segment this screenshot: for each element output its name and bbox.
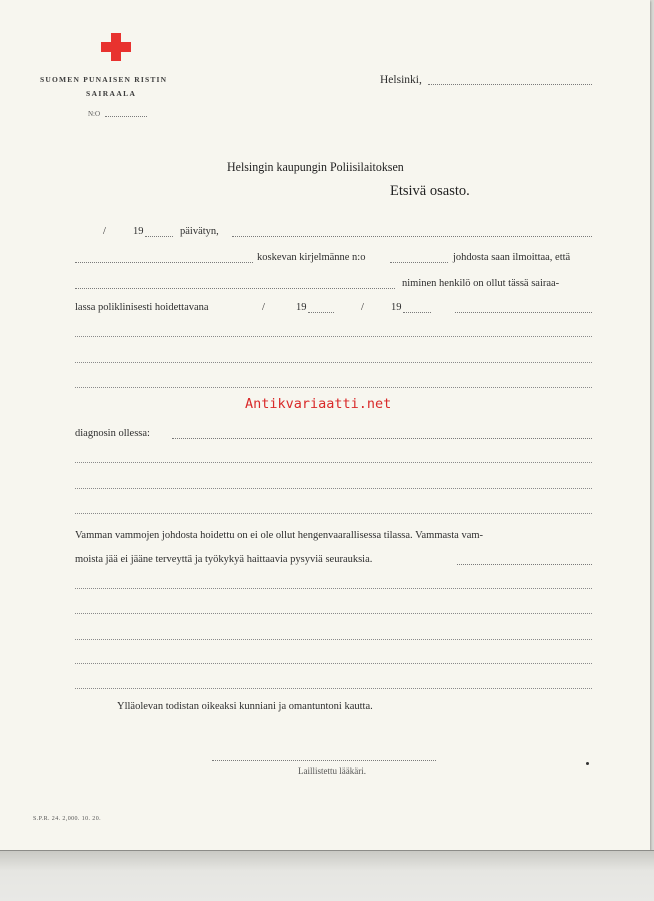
end-year-field[interactable] <box>403 312 431 313</box>
scan-background <box>0 850 654 901</box>
year-field[interactable] <box>145 236 173 237</box>
start-year-prefix: 19 <box>296 302 307 313</box>
person-name-field[interactable] <box>75 288 395 289</box>
blank-line[interactable] <box>75 613 592 614</box>
date-field[interactable] <box>428 84 592 85</box>
signature-label: Laillistettu lääkäri. <box>298 766 366 776</box>
red-cross-icon <box>101 33 131 61</box>
consequence-sentence: moista jää ei jääne terveyttä ja työkykyä haittaavia pysyviä seurauksia. <box>75 554 373 565</box>
number-field[interactable] <box>105 116 147 117</box>
certification-text: Ylläolevan todistan oikeaksi kunniani ja omantuntoni kautta. <box>117 701 373 712</box>
year-prefix: 19 <box>133 226 144 237</box>
treatment-extra-field[interactable] <box>455 312 592 313</box>
blank-line[interactable] <box>75 588 592 589</box>
organization-name: SUOMEN PUNAISEN RISTIN <box>40 75 168 84</box>
inform-label: johdosta saan ilmoittaa, että <box>453 252 571 263</box>
blank-line[interactable] <box>75 488 592 489</box>
dated-label: päivätyn, <box>180 226 219 237</box>
organization-subname: SAIRAALA <box>86 89 137 98</box>
end-date-slash: / <box>361 302 364 313</box>
letter-date-field[interactable] <box>232 236 592 237</box>
date-slash: / <box>103 226 106 237</box>
diagnosis-label: diagnosin ollessa: <box>75 428 150 439</box>
subject-field[interactable] <box>75 262 253 263</box>
addressee-line1: Helsingin kaupungin Poliisilaitoksen <box>227 159 404 174</box>
blank-line[interactable] <box>75 513 592 514</box>
letter-number-field[interactable] <box>390 262 448 263</box>
danger-sentence: Vamman vammojen johdosta hoidettu on ei ole ollut hengenvaarallisessa tilassa. Vammasta vam- <box>75 530 484 541</box>
concerning-label: koskevan kirjelmänne n:o <box>257 252 366 263</box>
blank-line[interactable] <box>75 387 592 388</box>
blank-line[interactable] <box>75 688 592 689</box>
blank-line[interactable] <box>75 336 592 337</box>
start-year-field[interactable] <box>308 312 334 313</box>
print-code: S.P.R. 24. 2,000. 10. 20. <box>33 816 102 822</box>
watermark-text: Antikvariaatti.net <box>245 396 392 412</box>
ink-dot <box>586 762 589 765</box>
start-date-slash: / <box>262 302 265 313</box>
end-year-prefix: 19 <box>391 302 402 313</box>
addressee-line2: Etsivä osasto. <box>390 183 470 199</box>
blank-line[interactable] <box>75 639 592 640</box>
signature-field[interactable] <box>212 760 436 761</box>
city-label: Helsinki, <box>380 74 422 86</box>
named-label: niminen henkilö on ollut tässä sairaa- <box>402 278 560 289</box>
blank-line[interactable] <box>75 462 592 463</box>
number-label: N:O <box>88 110 101 118</box>
blank-line[interactable] <box>75 362 592 363</box>
blank-line[interactable] <box>75 663 592 664</box>
consequence-field[interactable] <box>457 564 592 565</box>
treated-label: lassa poliklinisesti hoidettavana <box>75 302 209 313</box>
diagnosis-field[interactable] <box>172 438 592 439</box>
